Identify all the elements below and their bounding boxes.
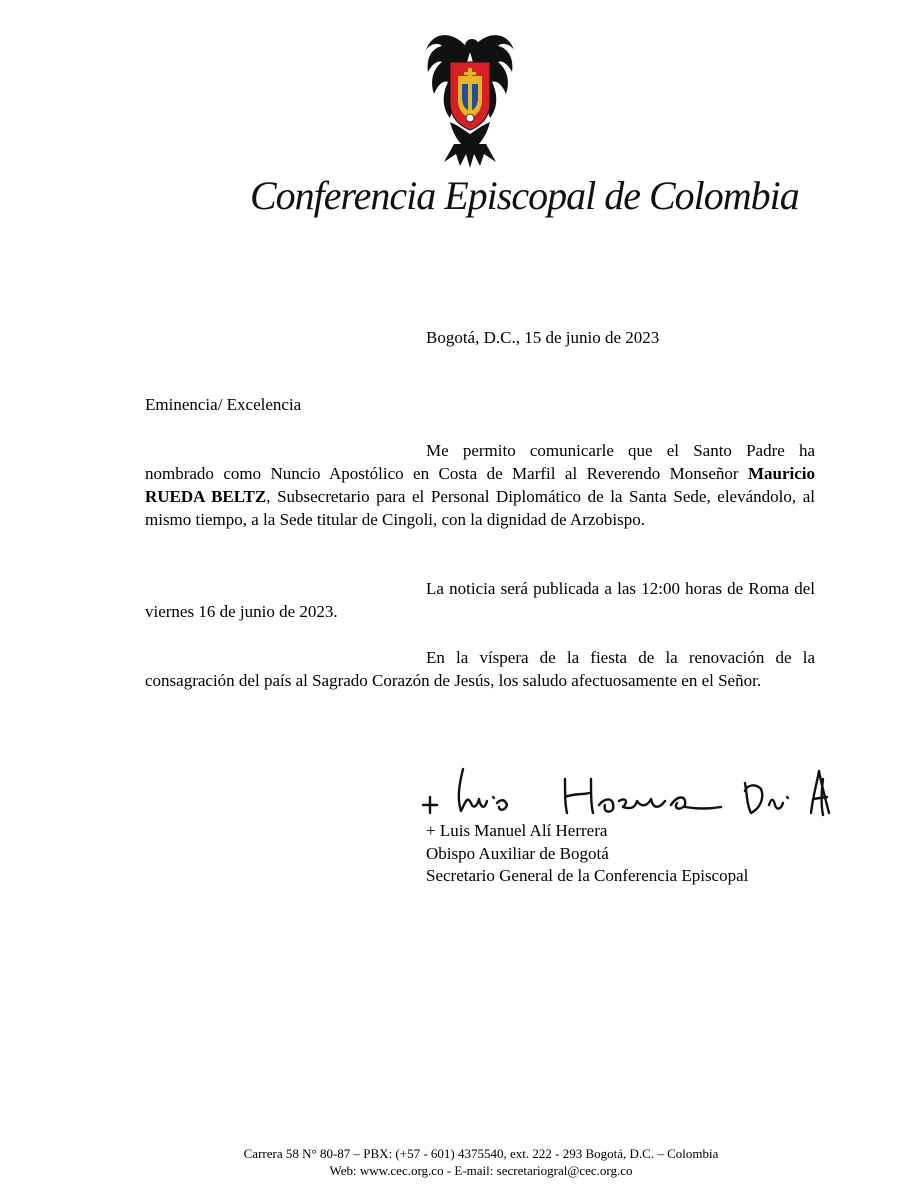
footer-contact: Web: www.cec.org.co - E-mail: secretariogral@cec.org.co — [329, 1163, 633, 1178]
episcopal-crest-logo — [420, 22, 520, 170]
appointee-name: Mauricio RUEDA BELTZ — [145, 464, 815, 506]
paragraph-appointment — [145, 439, 815, 531]
letterhead-footer — [0, 1145, 924, 1179]
paragraph-publication: La noticia será publicada a las 12:00 horas de Roma del viernes 16 de junio de 2023. — [145, 579, 815, 621]
letter-salutation: Eminencia/ Excelencia — [145, 395, 302, 414]
signer-title-2: Secretario General de la Conferencia Episcopal — [426, 866, 749, 885]
handwritten-signature — [415, 765, 845, 827]
letter-date: Bogotá, D.C., 15 de junio de 2023 — [426, 328, 660, 347]
paragraph-appointment-text-start: Me permito comunicarle que el Santo Padre ha nombrado como Nuncio Apostólico en Costa de Marfil al Reverendo Monseñor — [145, 441, 815, 483]
organization-wordmark: Conferencia Episcopal de Colombia — [250, 173, 799, 218]
paragraph-closing: En la víspera de la fiesta de la renovación de la consagración del país al Sagrado Corazón de Jesús, los saludo afectuosamente en el Señor. — [145, 648, 815, 690]
paragraph-appointment-text-end: , Subsecretario para el Personal Diplomático de la Santa Sede, elevándolo, al mismo tiempo, a la Sede titular de Cingoli, con la dignidad de Arzobispo. — [145, 487, 815, 529]
signer-name: + Luis Manuel Alí Herrera — [426, 821, 608, 840]
signer-title-1: Obispo Auxiliar de Bogotá — [426, 843, 609, 863]
signature-block — [426, 820, 748, 888]
footer-address: Carrera 58 N° 80-87 – PBX: (+57 - 601) 4375540, ext. 222 - 293 Bogotá, D.C. – Colombia — [243, 1146, 719, 1161]
